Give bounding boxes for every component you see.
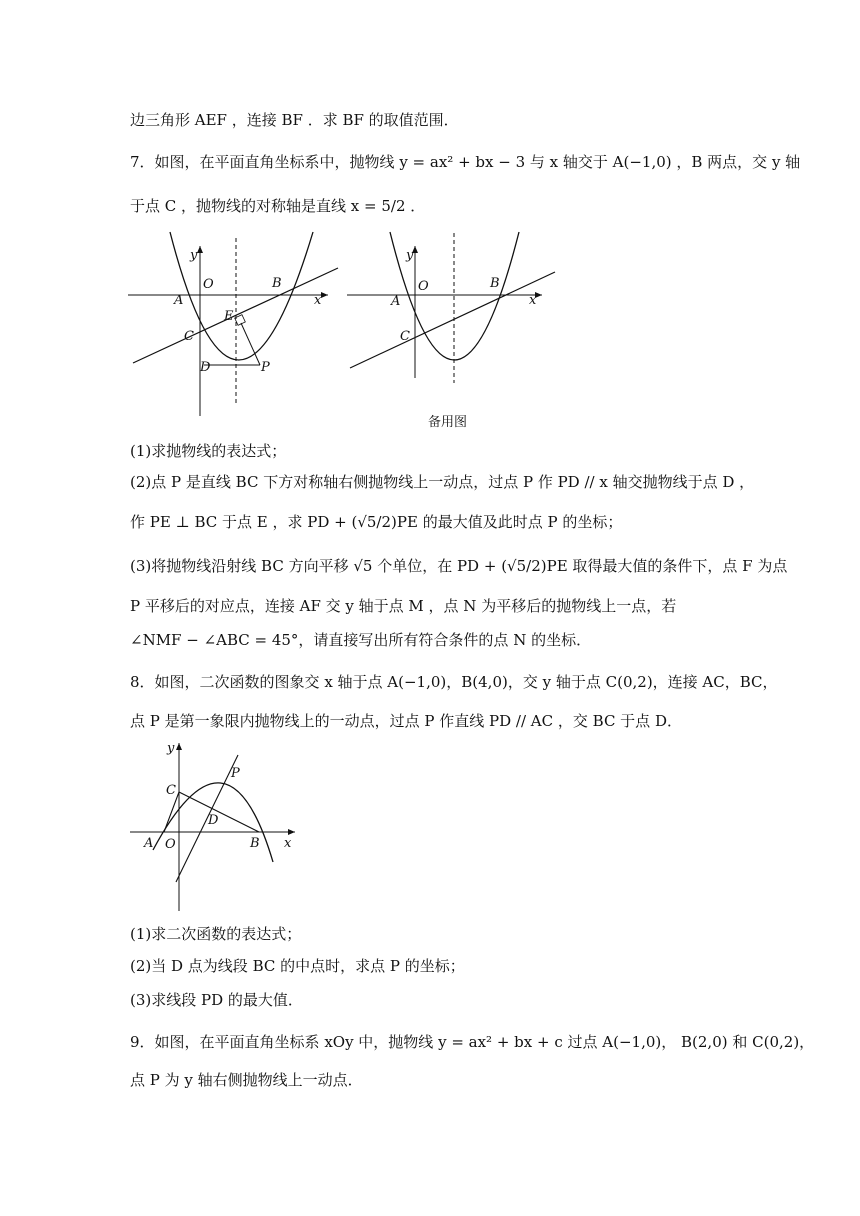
question-8-part-1: (1)求二次函数的表达式； (130, 925, 302, 943)
axis-label-x: x (314, 293, 322, 308)
question-8-part-3: (3)求线段 PD 的最大值． (130, 991, 303, 1009)
label-P: P (231, 766, 240, 781)
label-A: A (391, 294, 401, 309)
axis-label-x: x (529, 293, 537, 308)
label-D: D (200, 360, 211, 375)
question-7-part-3-cont-2: ∠NMF − ∠ABC = 45°，请直接写出所有符合条件的点 N 的坐标． (130, 631, 592, 649)
question-7-part-2: (2)点 P 是直线 BC 下方对称轴右侧抛物线上一动点，过点 P 作 PD // x 轴交抛物线于点 D ， (130, 473, 755, 491)
label-E: E (224, 309, 234, 324)
axis-label-y: y (406, 248, 414, 263)
question-7-stem-2: 于点 C ，抛物线的对称轴是直线 x = 5/2 ． (130, 197, 426, 215)
label-C: C (400, 329, 410, 344)
label-C: C (184, 329, 194, 344)
figure-caption: 备用图 (428, 415, 468, 430)
label-B: B (490, 276, 500, 291)
question-7-part-1: (1)求抛物线的表达式； (130, 442, 287, 460)
label-D: D (208, 813, 219, 828)
question-7-stem: 7．如图，在平面直角坐标系中，抛物线 y = ax² + bx − 3 与 x 轴交于 A(−1,0) ，B 两点，交 y 轴 (130, 153, 801, 171)
figure-q7-backup (347, 228, 562, 388)
question-7-part-3: (3)将抛物线沿射线 BC 方向平移 √5 个单位，在 PD + (√5/2)PE 取得最大值的条件下，点 F 为点 (130, 557, 788, 575)
label-O: O (165, 837, 176, 852)
label-B: B (250, 836, 260, 851)
axis-label-y: y (167, 741, 175, 756)
label-A: A (144, 836, 154, 851)
text-line: 边三角形 AEF ，连接 BF ．求 BF 的取值范围． (130, 111, 459, 129)
axis-label-y: y (190, 248, 198, 263)
axis-label-x: x (284, 836, 292, 851)
label-P: P (261, 360, 270, 375)
question-7-part-3-cont: P 平移后的对应点，连接 AF 交 y 轴于点 M ，点 N 为平移后的抛物线上一点，若 (130, 597, 677, 615)
question-9-stem: 9．如图，在平面直角坐标系 xOy 中，抛物线 y = ax² + bx + c 过点 A(−1,0)， B(2,0) 和 C(0,2)， (130, 1033, 815, 1051)
question-8-stem: 8．如图，二次函数的图象交 x 轴于点 A(−1,0)，B(4,0)，交 y 轴于点 C(0,2)，连接 AC，BC， (130, 673, 778, 691)
label-A: A (174, 293, 184, 308)
question-8-part-2: (2)当 D 点为线段 BC 的中点时，求点 P 的坐标； (130, 957, 465, 975)
figure-q7-main (128, 228, 343, 418)
question-9-stem-2: 点 P 为 y 轴右侧抛物线上一动点． (130, 1071, 363, 1089)
label-O: O (418, 279, 429, 294)
question-8-stem-2: 点 P 是第一象限内抛物线上的一动点，过点 P 作直线 PD // AC ，交 BC 于点 D． (130, 712, 682, 730)
label-B: B (272, 276, 282, 291)
figure-q8 (128, 735, 308, 915)
question-7-part-2-cont: 作 PE ⊥ BC 于点 E ，求 PD + (√5/2)PE 的最大值及此时点 P 的坐标； (130, 513, 623, 531)
label-O: O (203, 277, 214, 292)
label-C: C (166, 783, 176, 798)
